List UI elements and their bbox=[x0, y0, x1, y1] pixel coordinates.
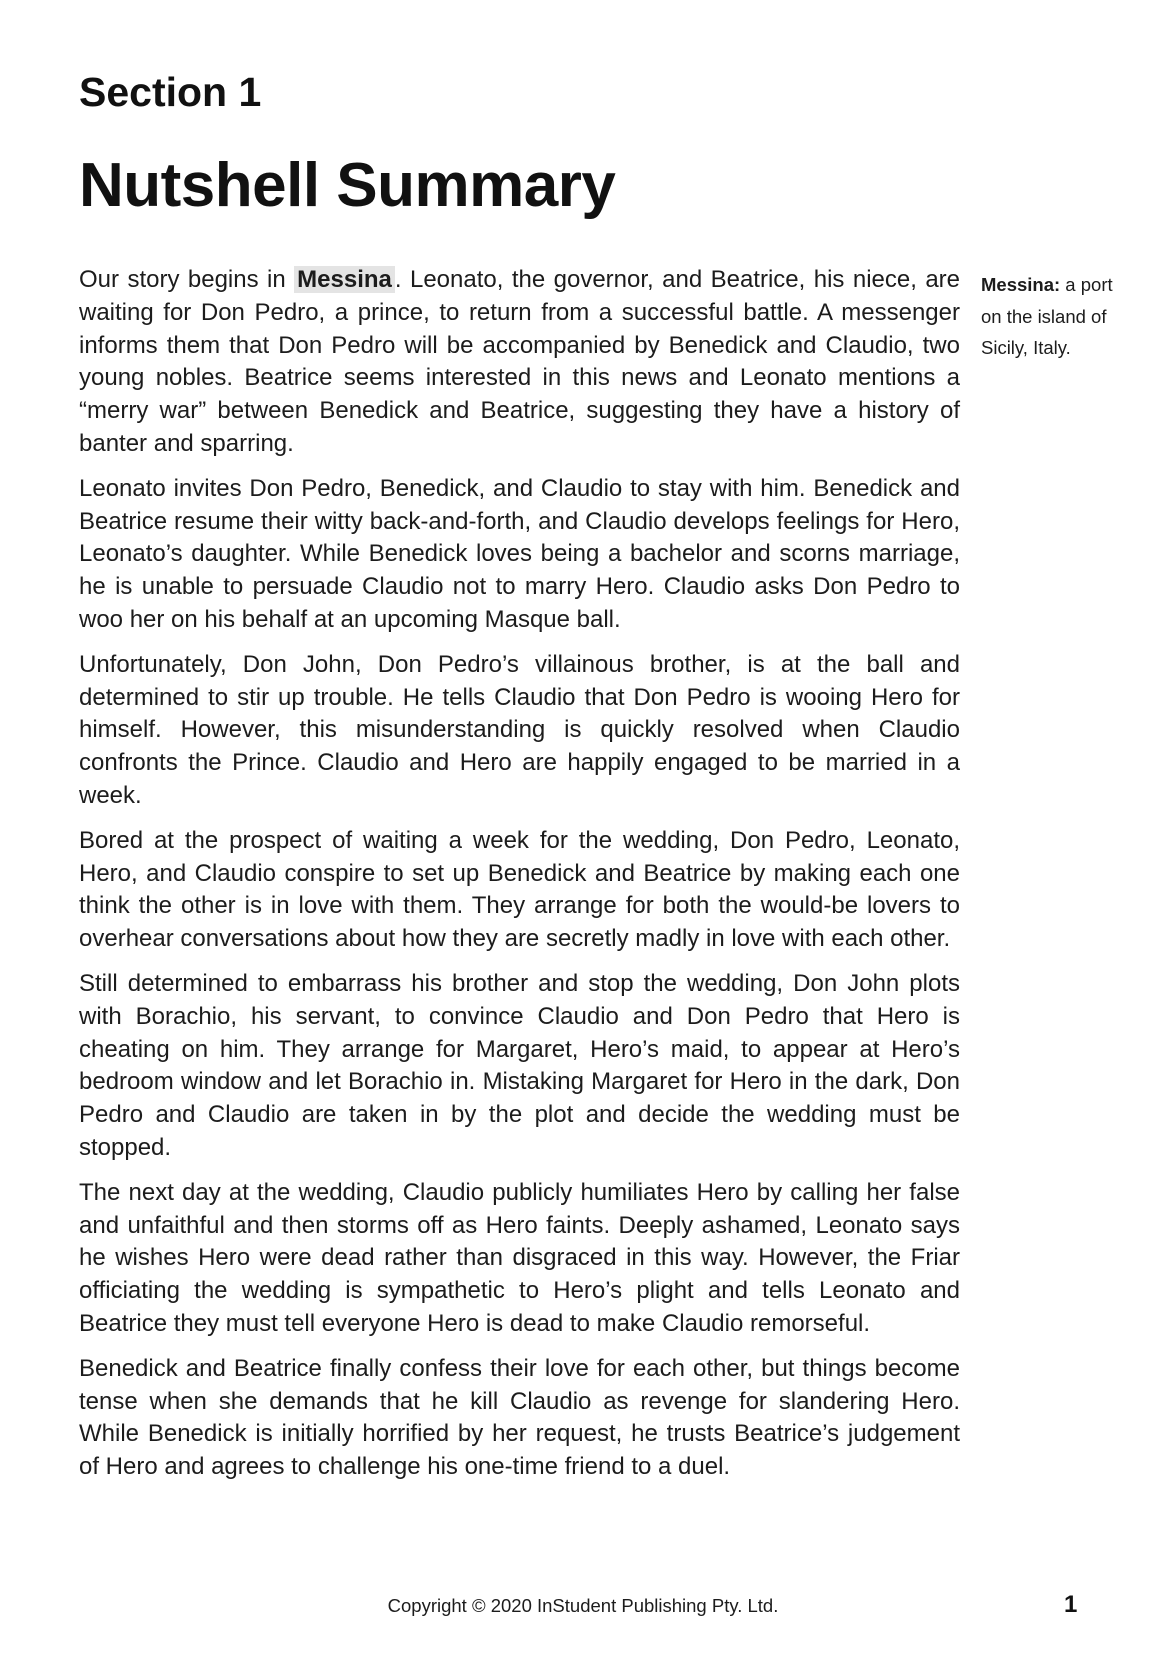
section-label: Section 1 bbox=[79, 69, 262, 115]
paragraph-3: Unfortunately, Don John, Don Pedro’s villainous brother, is at the ball and determined to stir up trouble. He tells Claudio that Don Pedro is wooing Hero for himself. However, this misunderstanding is quickly resolved when Claudio confronts the Prince. Claudio and Hero are happily engaged to be married in a week. bbox=[79, 650, 960, 809]
sidenote-definition: a port on the island of Sicily, Italy. bbox=[981, 274, 1113, 358]
glossary-sidenote bbox=[981, 269, 1121, 364]
copyright-notice: Copyright © 2020 InStudent Publishing Pty. Ltd. bbox=[387, 1595, 779, 1616]
paragraph-6: The next day at the wedding, Claudio publicly humiliates Hero by calling her false and unfaithful and then storms off as Hero faints. Deeply ashamed, Leonato says he wishes Hero were dead rather than disgraced in this way. However, the Friar officiating the wedding is sympathetic to Hero’s plight and tells Leonato and Beatrice they must tell everyone Hero is dead to make Claudio remorseful. bbox=[79, 1178, 960, 1337]
glossary-term-messina: Messina bbox=[294, 266, 395, 293]
paragraph-7: Benedick and Beatrice finally confess their love for each other, but things become tense when she demands that he kill Claudio as revenge for slandering Hero. While Benedick is initially horrified by her request, he trusts Beatrice’s judgement of Hero and agrees to challenge his one-time friend to a duel. bbox=[79, 1354, 960, 1481]
paragraph-1-rest: . Leonato, the governor, and Beatrice, his niece, are waiting for Don Pedro, a prince, to return from a successful battle. A messenger informs them that Don Pedro will be accompanied by Benedick and Claudio, two young nobles. Beatrice seems interested in this news and Leonato mentions a “merry war” between Benedick and Beatrice, suggesting they have a history of banter and sparring. bbox=[79, 266, 961, 457]
paragraph-4: Bored at the prospect of waiting a week for the wedding, Don Pedro, Leonato, Hero, and Claudio conspire to set up Benedick and Beatrice by making each one think the other is in love with them. They arrange for both the would-be lovers to overhear conversations about how they are secretly madly in love with each other. bbox=[79, 826, 960, 953]
page-number: 1 bbox=[1064, 1591, 1078, 1618]
sidenote-term: Messina: bbox=[981, 274, 1061, 295]
paragraph-5: Still determined to embarrass his brother and stop the wedding, Don John plots with Borachio, his servant, to convince Claudio and Don Pedro that Hero is cheating on him. They arrange for Margaret, Hero’s maid, to appear at Hero’s bedroom window and let Borachio in. Mistaking Margaret for Hero in the dark, Don Pedro and Claudio are taken in by the plot and decide the wedding must be stopped. bbox=[79, 969, 960, 1161]
paragraph-1-lead: Our story begins in bbox=[79, 266, 295, 293]
page-footer bbox=[0, 1591, 1166, 1625]
summary-body bbox=[79, 264, 960, 1496]
paragraph-1 bbox=[79, 264, 960, 461]
page-title: Nutshell Summary bbox=[79, 151, 616, 220]
paragraph-2: Leonato invites Don Pedro, Benedick, and Claudio to stay with him. Benedick and Beatrice resume their witty back-and-forth, and Claudio develops feelings for Hero, Leonato’s daughter. While Benedick loves being a bachelor and scorns marriage, he is unable to persuade Claudio not to marry Hero. Claudio asks Don Pedro to woo her on his behalf at an upcoming Masque ball. bbox=[79, 474, 960, 633]
